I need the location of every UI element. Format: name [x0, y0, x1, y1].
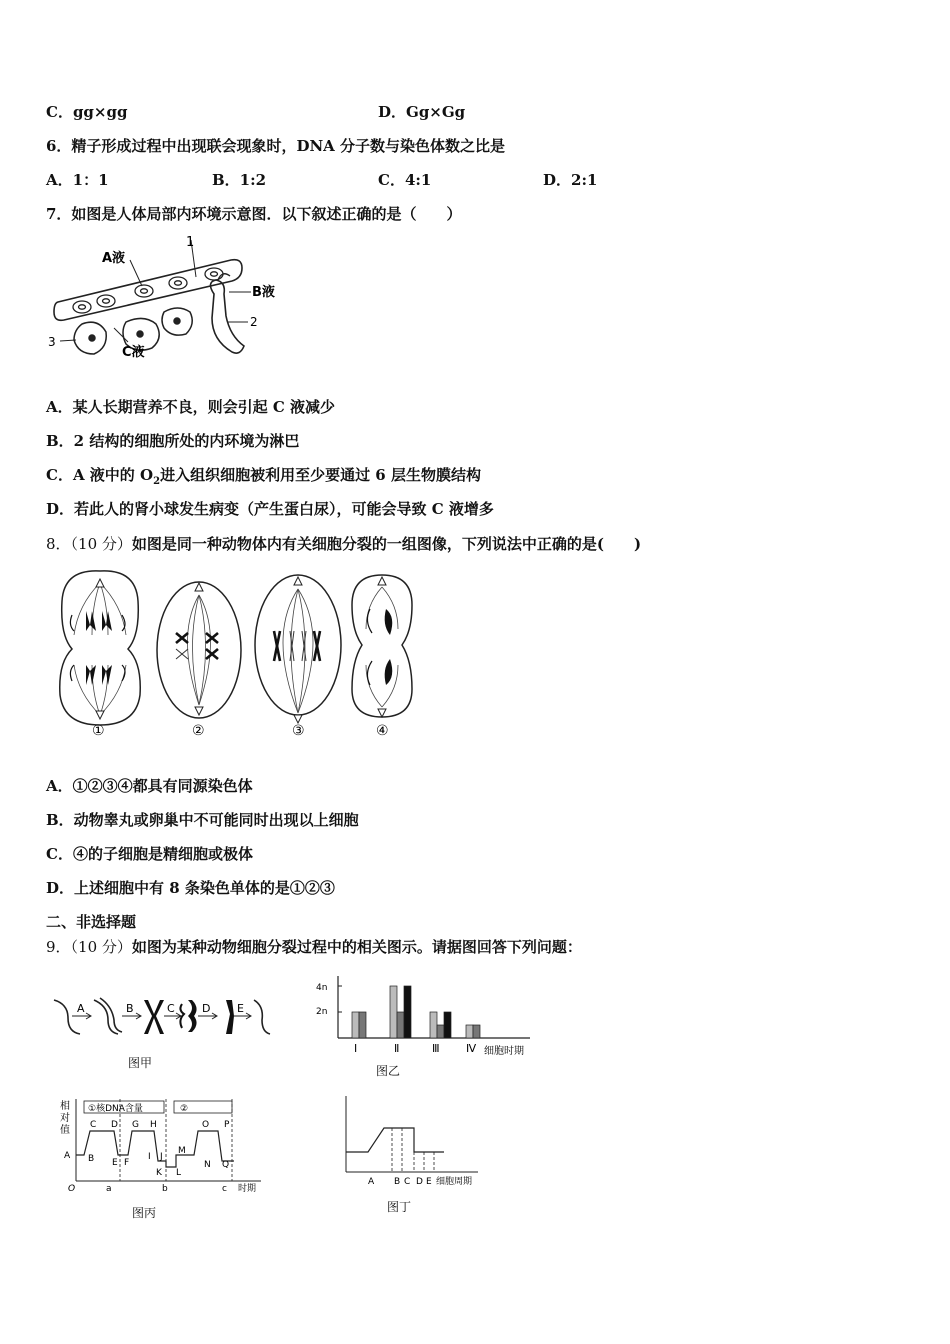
yi-x-label: 细胞时期: [484, 1046, 524, 1057]
q6-option-b: B．1:2: [212, 171, 267, 189]
q5-option-c: C．gg×gg: [46, 103, 128, 121]
bing-pt-c: C: [90, 1120, 97, 1130]
yi-x-1: Ⅰ: [354, 1042, 358, 1055]
q9-caption-ding: 图丁: [387, 1200, 412, 1214]
section-title: 二、非选择题: [46, 913, 137, 931]
bing-pt-b: B: [88, 1154, 95, 1164]
q9-caption-yi: 图乙: [376, 1064, 401, 1078]
yi-bar: [352, 1012, 359, 1038]
yi-bar: [397, 1012, 404, 1038]
q8-stem: 如图是同一种动物体内有关细胞分裂的一组图像，下列说法中正确的是( ): [131, 535, 642, 553]
bing-y-label-3: 值: [60, 1125, 70, 1136]
bing-pt-q: Q: [222, 1160, 230, 1170]
bing-tick-c: c: [222, 1184, 227, 1194]
q9-figure-jia: [50, 990, 275, 1075]
q7-figure-internal-environment: [46, 232, 296, 362]
q6-option-d: D．2:1: [543, 171, 598, 189]
q9-figure-bing: [56, 1095, 271, 1199]
ding-x-label: 细胞周期: [436, 1177, 473, 1187]
q7-option-c: [46, 465, 481, 492]
ding-tick-a: A: [368, 1177, 375, 1187]
bing-pt-l: L: [176, 1168, 182, 1178]
q8-option-d: D．上述细胞中有 8 条染色单体的是①②③: [46, 879, 335, 897]
yi-bar: [466, 1025, 473, 1038]
ding-tick-b: B: [394, 1177, 401, 1187]
q9-figure-yi: [310, 970, 540, 1060]
q8-label-2: ②: [192, 723, 205, 739]
q8-stem-line: [46, 534, 641, 554]
bing-pt-o: O: [202, 1120, 210, 1130]
bing-pt-k: K: [156, 1168, 162, 1178]
ding-tick-e: E: [426, 1177, 432, 1187]
q9-caption-jia: 图甲: [128, 1056, 153, 1070]
yi-bar: [473, 1025, 480, 1038]
q7-option-c-post: 进入组织细胞被利用至少要通过 6 层生物膜结构: [160, 466, 481, 484]
q9-score: 9．（10 分）: [46, 938, 132, 956]
q6-option-a: A．1：1: [46, 171, 109, 189]
yi-bar: [444, 1012, 451, 1038]
yi-y-4n: 4n: [316, 983, 328, 993]
bing-x-label: 时期: [238, 1184, 257, 1194]
bing-pt-e: E: [112, 1158, 118, 1168]
q8-score: 8．（10 分）: [46, 535, 132, 553]
q5-option-d: D．Gg×Gg: [378, 103, 466, 121]
bing-pt-g: G: [132, 1120, 139, 1130]
q7-label-3: 3: [48, 335, 56, 349]
bing-pt-n: N: [204, 1160, 211, 1170]
q8-option-a: A．①②③④都具有同源染色体: [46, 777, 253, 795]
q7-option-c-sub: 2: [153, 476, 161, 487]
q7-label-a: A液: [102, 251, 126, 266]
q8-option-b: B．动物睾丸或卵巢中不可能同时出现以上细胞: [46, 811, 359, 829]
q7-label-b: B液: [252, 285, 275, 300]
yi-bar: [359, 1012, 366, 1038]
yi-x-3: Ⅲ: [432, 1042, 440, 1055]
yi-bar: [437, 1025, 444, 1038]
yi-bar: [430, 1012, 437, 1038]
q7-option-a: A．某人长期营养不良，则会引起 C 液减少: [46, 398, 336, 416]
yi-x-2: Ⅱ: [394, 1042, 400, 1055]
q9-caption-bing: 图丙: [132, 1206, 157, 1220]
yi-y-2n: 2n: [316, 1007, 328, 1017]
ding-tick-d: D: [416, 1177, 423, 1187]
bing-y-label-1: 相: [60, 1101, 70, 1112]
q8-option-c: C．④的子细胞是精细胞或极体: [46, 845, 253, 863]
q8-label-1: ①: [92, 723, 105, 739]
yi-bars: [352, 986, 480, 1038]
bing-title-1: ①核DNA含量: [88, 1104, 143, 1114]
q9-figure-ding: [340, 1092, 490, 1192]
bing-y-label-2: 对: [60, 1113, 70, 1124]
q9-stem: 如图为某种动物细胞分裂过程中的相关图示。请据图回答下列问题：: [131, 938, 582, 956]
jia-label-c: C: [167, 1002, 175, 1015]
bing-tick-a: a: [106, 1184, 112, 1194]
jia-label-d: D: [202, 1002, 211, 1015]
q7-option-d: D．若此人的肾小球发生病变（产生蛋白尿），可能会导致 C 液增多: [46, 500, 494, 518]
q7-option-c-pre: C．A 液中的 O: [46, 466, 154, 484]
bing-pt-m: M: [178, 1146, 186, 1156]
jia-label-b: B: [126, 1002, 134, 1015]
bing-pt-p: P: [224, 1120, 230, 1130]
bing-pt-f: F: [124, 1158, 130, 1168]
yi-bar: [390, 986, 397, 1038]
jia-label-a: A: [77, 1002, 85, 1015]
yi-x-4: Ⅳ: [466, 1042, 477, 1055]
q8-label-4: ④: [376, 723, 389, 739]
bing-pt-h: H: [150, 1120, 157, 1130]
q6-option-c: C．4:1: [378, 171, 432, 189]
q7-label-2: 2: [250, 315, 258, 329]
ding-tick-c: C: [404, 1177, 411, 1187]
q6-stem: 6．精子形成过程中出现联会现象时，DNA 分子数与染色体数之比是: [46, 137, 506, 155]
bing-pt-j: J: [160, 1152, 163, 1162]
q9-stem-line: [46, 937, 582, 957]
q7-label-c: C液: [122, 345, 145, 360]
q8-label-3: ③: [292, 723, 305, 739]
bing-title-2: ②: [180, 1104, 189, 1114]
q7-stem: 7．如图是人体局部内环境示意图．以下叙述正确的是（ ）: [46, 205, 462, 223]
bing-pt-a: A: [64, 1151, 71, 1161]
yi-bar: [404, 986, 411, 1038]
bing-pt-i: I: [148, 1152, 151, 1162]
bing-tick-b: b: [162, 1184, 168, 1194]
q7-option-b: B．2 结构的细胞所处的内环境为淋巴: [46, 432, 300, 450]
bing-origin: O: [68, 1184, 76, 1194]
jia-label-e: E: [237, 1002, 244, 1015]
q8-figure-cell-division: [56, 565, 426, 745]
q7-label-1: 1: [186, 235, 195, 250]
bing-pt-d: D: [111, 1120, 118, 1130]
